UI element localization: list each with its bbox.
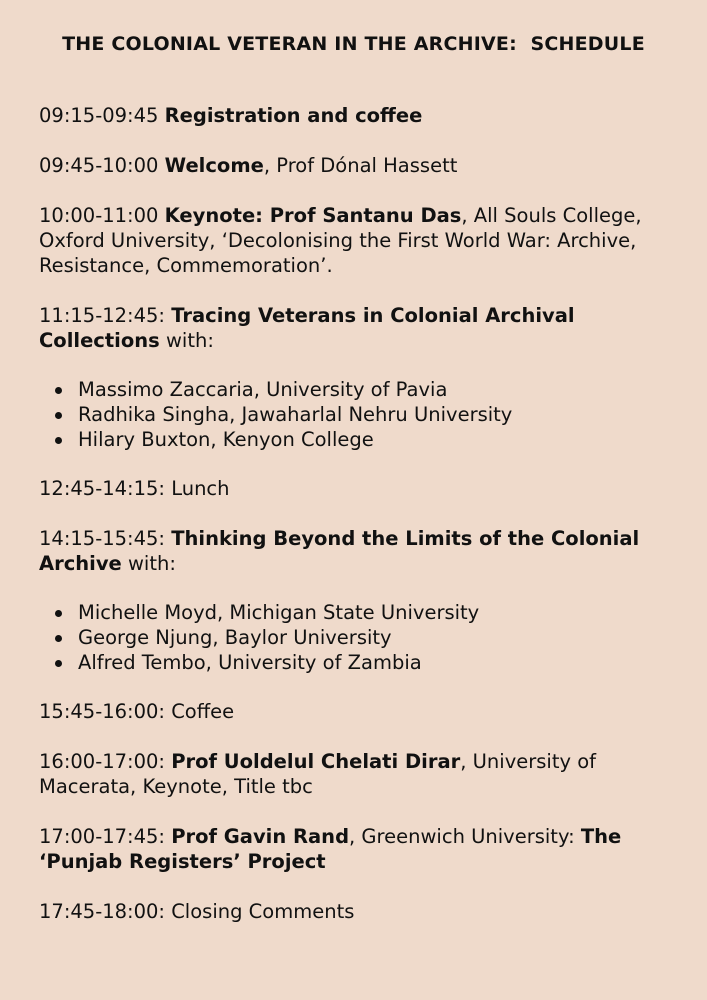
schedule-entry-lunch: 12:45-14:15: Lunch [39, 477, 230, 500]
schedule-entry-keynote-dirar [39, 749, 679, 799]
entry-detail: , Prof Dónal Hassett [263, 154, 458, 177]
speaker-list-tracing [39, 377, 679, 452]
speaker-item: Michelle Moyd, Michigan State University [39, 600, 679, 625]
speaker-item: Massimo Zaccaria, University of Pavia [39, 377, 679, 402]
entry-title: Prof Gavin Rand [171, 825, 350, 848]
speaker-item: Hilary Buxton, Kenyon College [39, 427, 679, 452]
schedule-entry-rand [39, 824, 679, 874]
schedule-entry-panel-tracing [39, 303, 679, 353]
schedule-entry-keynote-das [39, 203, 679, 278]
schedule-entry-welcome [39, 153, 679, 178]
entry-detail: with: [159, 329, 214, 352]
entry-title: Welcome [164, 154, 264, 177]
page-title: THE COLONIAL VETERAN IN THE ARCHIVE: SCHEDULE [62, 33, 645, 55]
entry-title: Registration and coffee [164, 104, 423, 127]
entry-detail: , All Souls College, Oxford University, ‘Decolonising the First World War: Archive, Resistance, Commemoration’. [39, 204, 642, 277]
entry-time: 09:45-10:00 [39, 154, 165, 177]
schedule-entry-coffee: 15:45-16:00: Coffee [39, 700, 235, 723]
entry-title: Thinking Beyond the Limits of the Colonial Archive [39, 527, 640, 575]
entry-title: Tracing Veterans in Colonial Archival Collections [39, 304, 575, 352]
schedule-entry-registration [39, 103, 679, 128]
entry-project-title: The ‘Punjab Registers’ Project [39, 825, 622, 873]
entry-detail: , University of Macerata, Keynote, Title tbc [39, 750, 597, 798]
entry-title: Keynote: Prof Santanu Das [164, 204, 462, 227]
entry-time: 09:15-09:45 [39, 104, 165, 127]
entry-detail: , Greenwich University: [349, 825, 581, 848]
schedule-list [39, 103, 679, 949]
speaker-item: George Njung, Baylor University [39, 625, 679, 650]
schedule-entry-closing: 17:45-18:00: Closing Comments [39, 900, 355, 923]
entry-time: 14:15-15:45: [39, 527, 172, 550]
entry-detail: with: [121, 552, 176, 575]
speaker-item: Alfred Tembo, University of Zambia [39, 650, 679, 675]
entry-title: Prof Uoldelul Chelati Dirar [171, 750, 461, 773]
entry-time: 10:00-11:00 [39, 204, 165, 227]
entry-time: 17:00-17:45: [39, 825, 172, 848]
entry-time: 16:00-17:00: [39, 750, 172, 773]
speaker-list-beyond [39, 600, 679, 675]
speaker-item: Radhika Singha, Jawaharlal Nehru University [39, 402, 679, 427]
entry-time: 11:15-12:45: [39, 304, 172, 327]
schedule-entry-panel-beyond [39, 526, 679, 576]
